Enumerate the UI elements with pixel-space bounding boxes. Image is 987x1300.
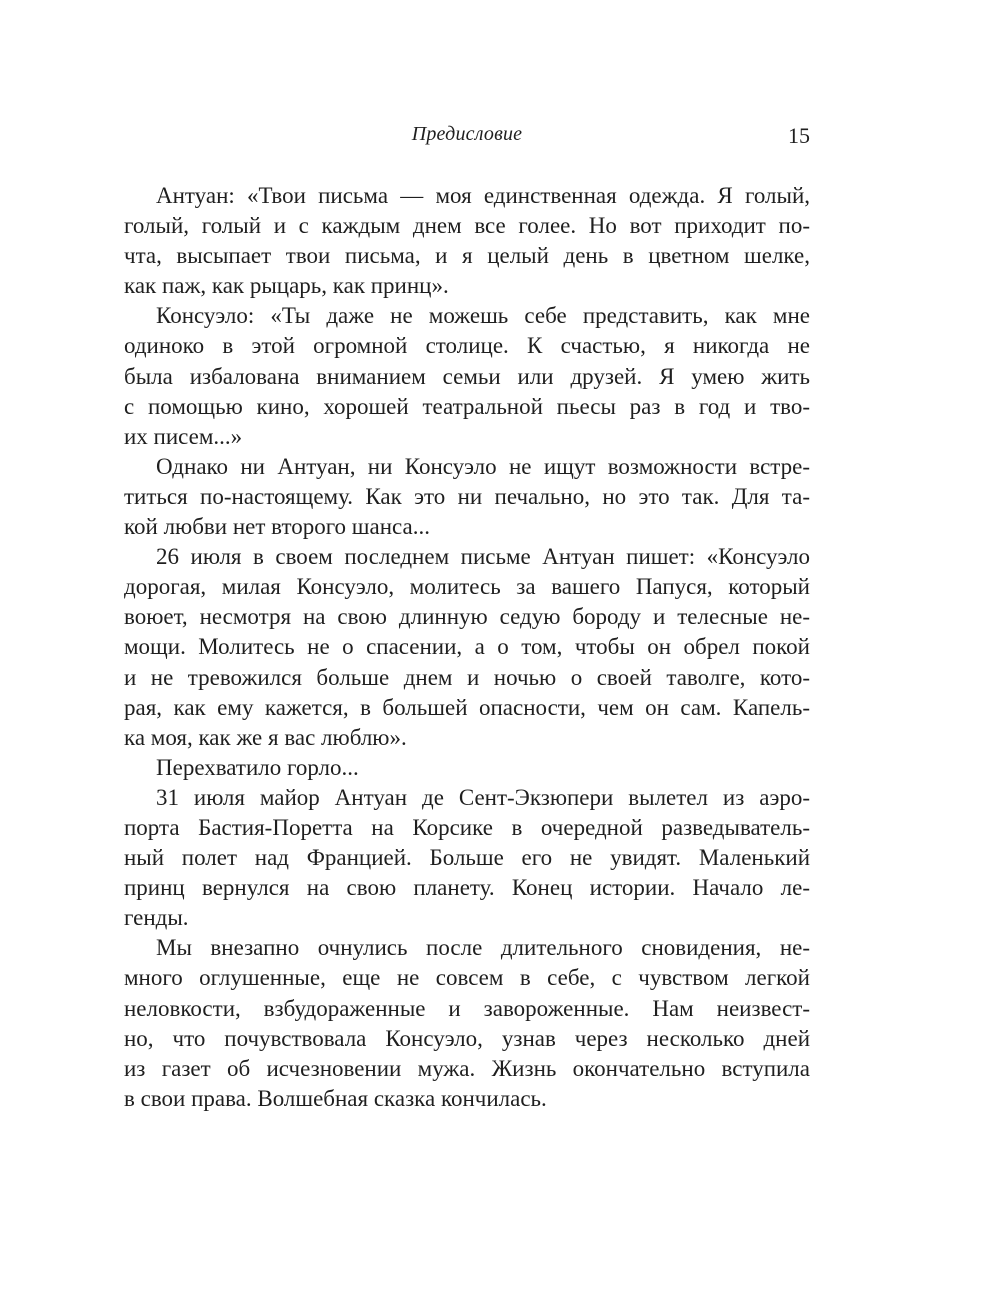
paragraph — [124, 181, 810, 301]
text-line: в свои права. Волшебная сказка кончилась. — [124, 1085, 547, 1111]
page-number: 15 — [788, 123, 810, 148]
text-line: их писем...» — [124, 423, 243, 449]
text-line: 26 июля в своем последнем письме Антуан пишет: «Консуэло — [156, 544, 810, 570]
text-line: одиноко в этой огромной столице. К счастью, я никогда не — [124, 333, 810, 359]
text-line: принц вернулся на свою планету. Конец истории. Начало ле- — [124, 875, 810, 901]
text-line: Однако ни Антуан, ни Консуэло не ищут возможности встре- — [156, 453, 810, 479]
text-line: Мы внезапно очнулись после длительного сновидения, не- — [156, 935, 810, 961]
text-line: Перехватило горло... — [156, 754, 359, 780]
text-line: 31 июля майор Антуан де Сент-Экзюпери вылетел из аэро- — [156, 784, 810, 810]
running-head — [124, 120, 810, 152]
body-text — [124, 181, 810, 1114]
text-line: и не тревожился больше днем и ночью о своей таволге, кото- — [124, 664, 810, 690]
text-line: титься по-настоящему. Как это ни печально, но это так. Для та- — [124, 483, 810, 509]
text-line: дорогая, милая Консуэло, молитесь за вашего Папуся, который — [124, 574, 810, 600]
text-line: ка моя, как же я вас люблю». — [124, 724, 407, 750]
text-line: мощи. Молитесь не о спасении, а о том, чтобы он обрел покой — [124, 634, 810, 660]
section-title: Предисловие — [411, 123, 523, 145]
text-line: рая, как ему кажется, в большей опасности, чем он сам. Капель- — [124, 694, 810, 720]
paragraph — [124, 933, 810, 1114]
text-line: порта Бастия-Поретта на Корсике в очередной разведыватель- — [124, 814, 810, 840]
paragraph — [124, 783, 810, 933]
paragraph — [124, 753, 810, 783]
text-line: Антуан: «Твои письма — моя единственная одежда. Я голый, — [156, 183, 810, 208]
text-line: неловкости, взбудораженные и завороженные. Нам неизвест- — [124, 995, 810, 1021]
text-line: ный полет над Францией. Больше его не увидят. Маленький — [124, 845, 810, 871]
text-line: чта, высыпает твои письма, и я целый день в цветном шелке, — [124, 243, 810, 269]
paragraph — [124, 542, 810, 753]
text-line: воюет, несмотря на свою длинную седую бороду и телесные не- — [124, 604, 810, 630]
text-line: с помощью кино, хорошей театральной пьесы раз в год и тво- — [124, 393, 810, 419]
text-line: Консуэло: «Ты даже не можешь себе представить, как мне — [156, 303, 810, 329]
text-line: много оглушенные, еще не совсем в себе, с чувством легкой — [124, 965, 810, 991]
text-line: из газет об исчезновении мужа. Жизнь окончательно вступила — [124, 1055, 810, 1081]
text-line: была избалована вниманием семьи или друзей. Я умею жить — [124, 363, 810, 389]
paragraph — [124, 452, 810, 542]
text-line: кой любви нет второго шанса... — [124, 514, 430, 540]
paragraph — [124, 301, 810, 451]
text-line: генды. — [124, 905, 189, 931]
text-line: голый, голый и с каждым днем все голее. Но вот приходит по- — [124, 213, 810, 239]
text-line: но, что почувствовала Консуэло, узнав через несколько дней — [124, 1025, 810, 1051]
text-line: как паж, как рыцарь, как принц». — [124, 273, 449, 299]
